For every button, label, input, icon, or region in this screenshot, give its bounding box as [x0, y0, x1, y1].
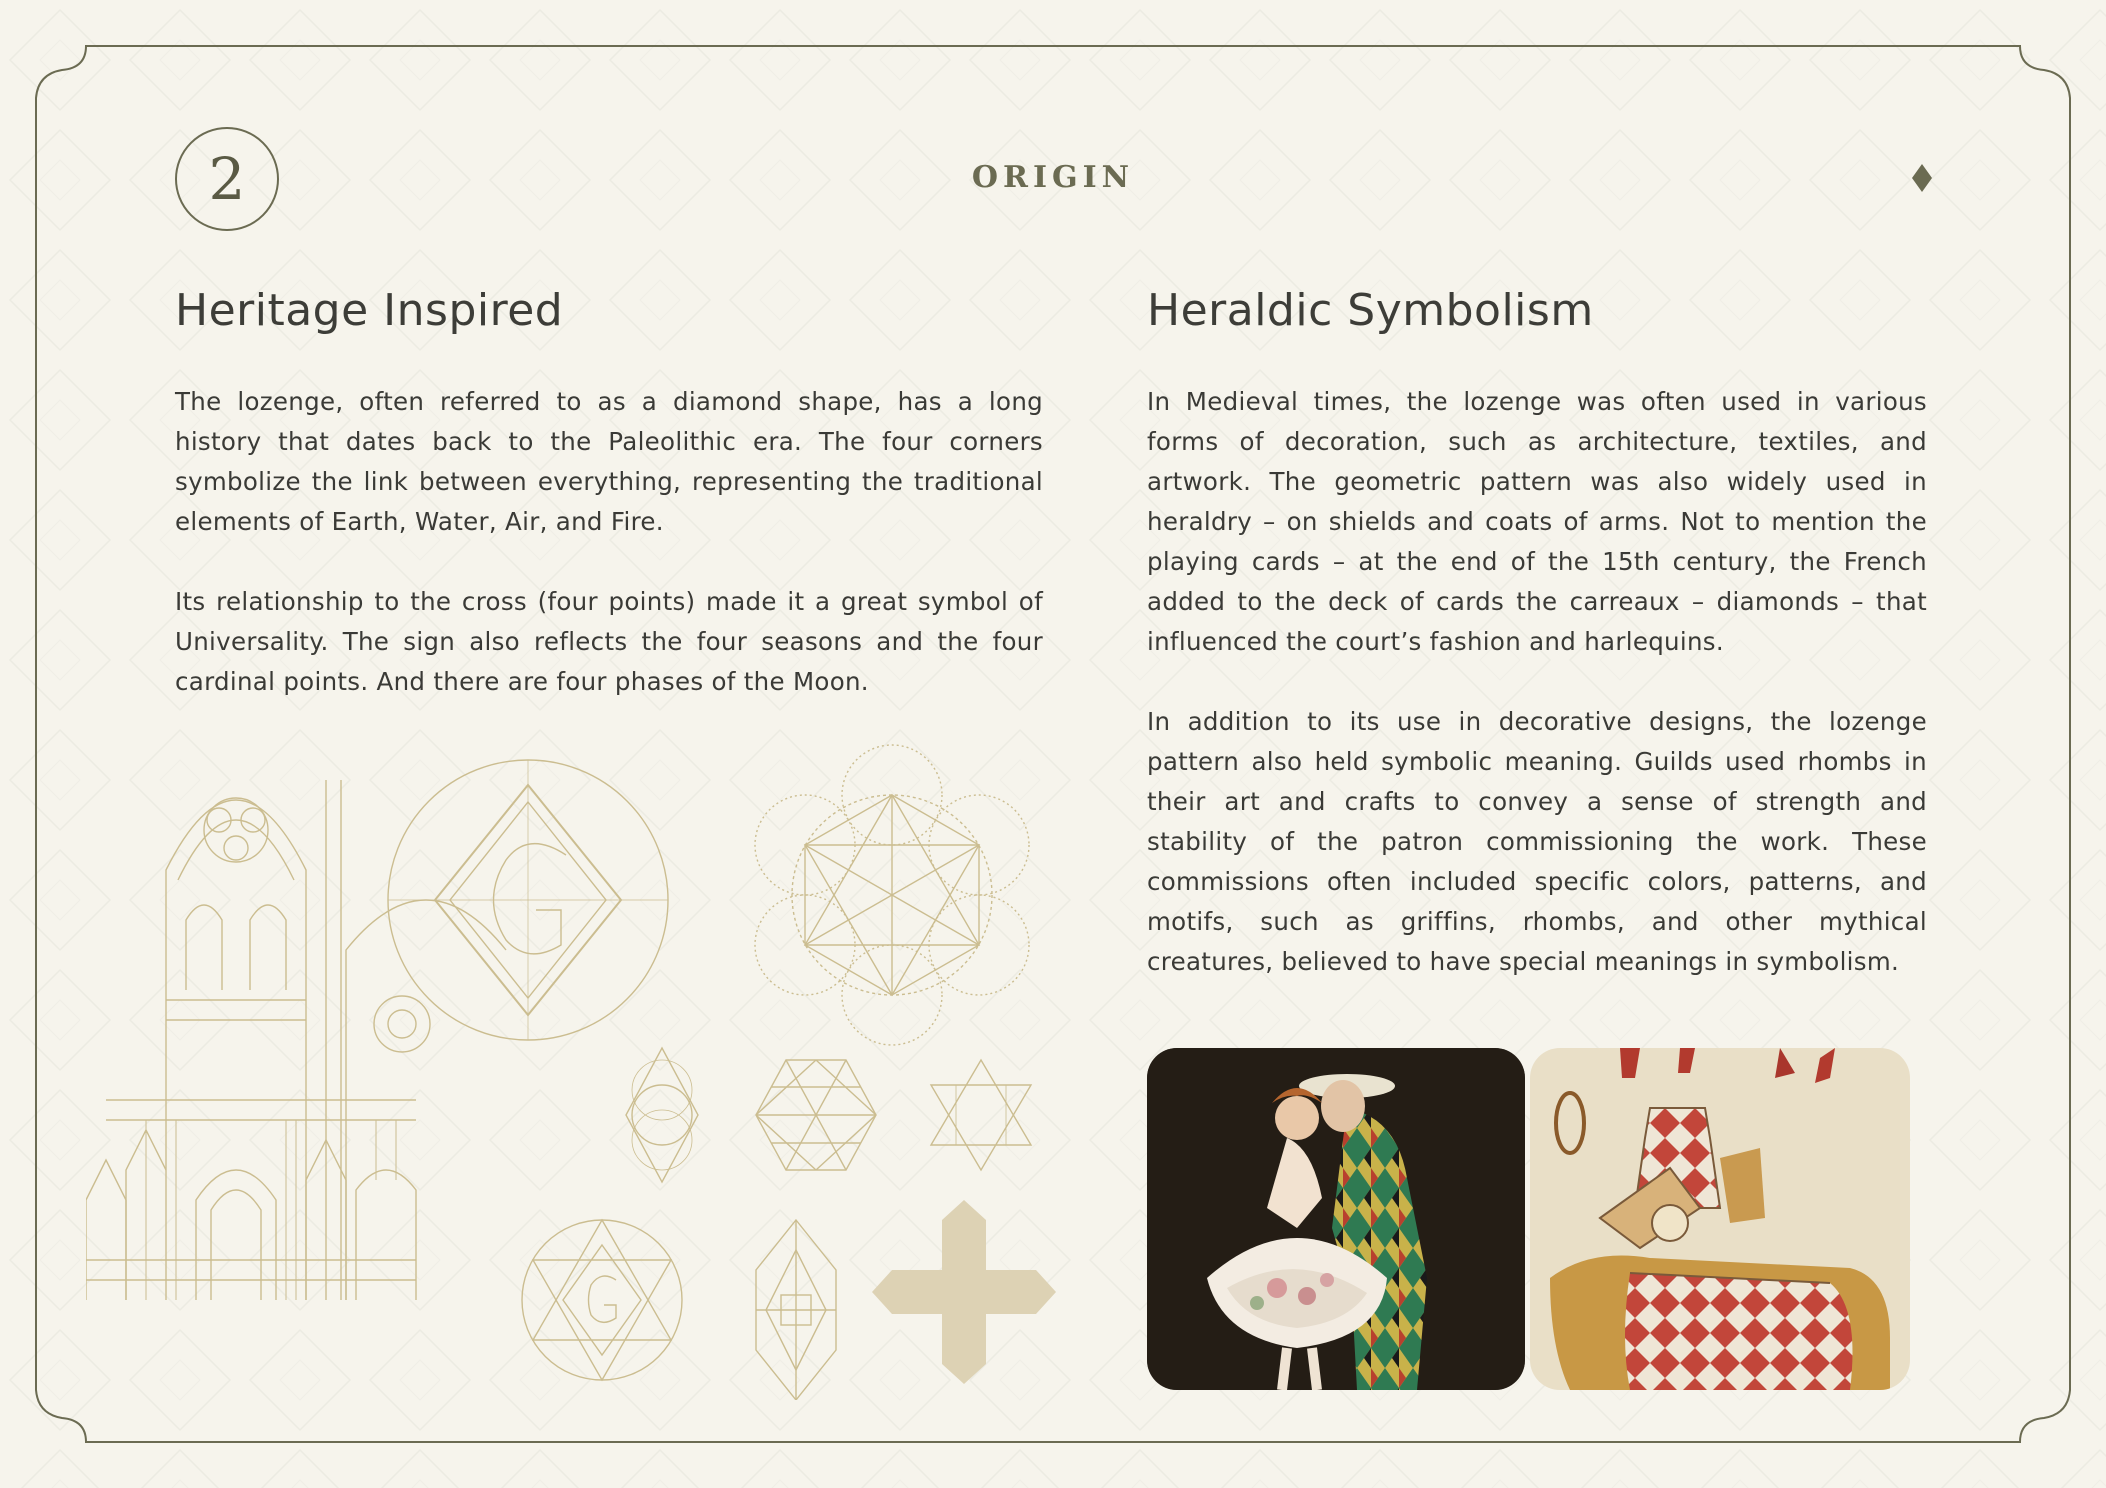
page-number-badge	[175, 127, 279, 231]
cathedral-sketch-icon	[86, 780, 506, 1300]
left-paragraph-1: The lozenge, often referred to as a diamond shape, has a long history that dates back to the Paleolithic era. The four corners symbolize the link between everything, representing the traditional elements of Earth, Water, Air, and Fire.	[175, 387, 1043, 536]
circle-monogram-icon	[522, 1220, 682, 1380]
section-label: ORIGIN	[971, 160, 1135, 195]
lozenge-monogram-icon	[388, 760, 668, 1040]
quatrefoil-cross-icon	[872, 1200, 1056, 1384]
heraldic-horse-image	[1530, 1048, 1910, 1390]
left-paragraph-2: Its relationship to the cross (four points) made it a great symbol of Universality. The sign also reflects the four seasons and the four cardinal points. And there are four phases of the Moon.	[175, 587, 1043, 696]
gothic-geometry-illustration	[86, 740, 1086, 1400]
harlequin-painting-image	[1147, 1048, 1525, 1390]
grid-lozenge-icon	[756, 1220, 836, 1400]
hexagram-icon	[931, 1060, 1031, 1170]
diamond-icon	[1911, 163, 1933, 193]
right-paragraph-1: In Medieval times, the lozenge was often used in various forms of decoration, such as architecture, textiles, and artwork. The geometric pattern was also widely used in heraldry – on shields and coats of arms. Not to mention the playing cards – at the end of the 15th century, the French added to the deck of cards the carreaux – diamonds – that influenced the court’s fashion and harlequins.	[1147, 387, 1927, 656]
star-geometry-icon	[755, 745, 1029, 1045]
lattice-hexagon-icon	[756, 1060, 876, 1170]
right-paragraph-2: In addition to its use in decorative designs, the lozenge pattern also held symbolic meaning. Guilds used rhombs in their art and crafts to convey a sense of strength and stability of the patron commissioning the work. These commissions often included specific colors, patterns, and motifs, such as griffins, rhombs, and other mythical creatures, believed to have special meanings in symbolism.	[1147, 707, 1927, 976]
page-number: 2	[208, 145, 246, 213]
small-lozenge-icon	[626, 1048, 698, 1182]
left-column-title: Heritage Inspired	[175, 285, 564, 336]
right-column-title: Heraldic Symbolism	[1147, 285, 1594, 336]
